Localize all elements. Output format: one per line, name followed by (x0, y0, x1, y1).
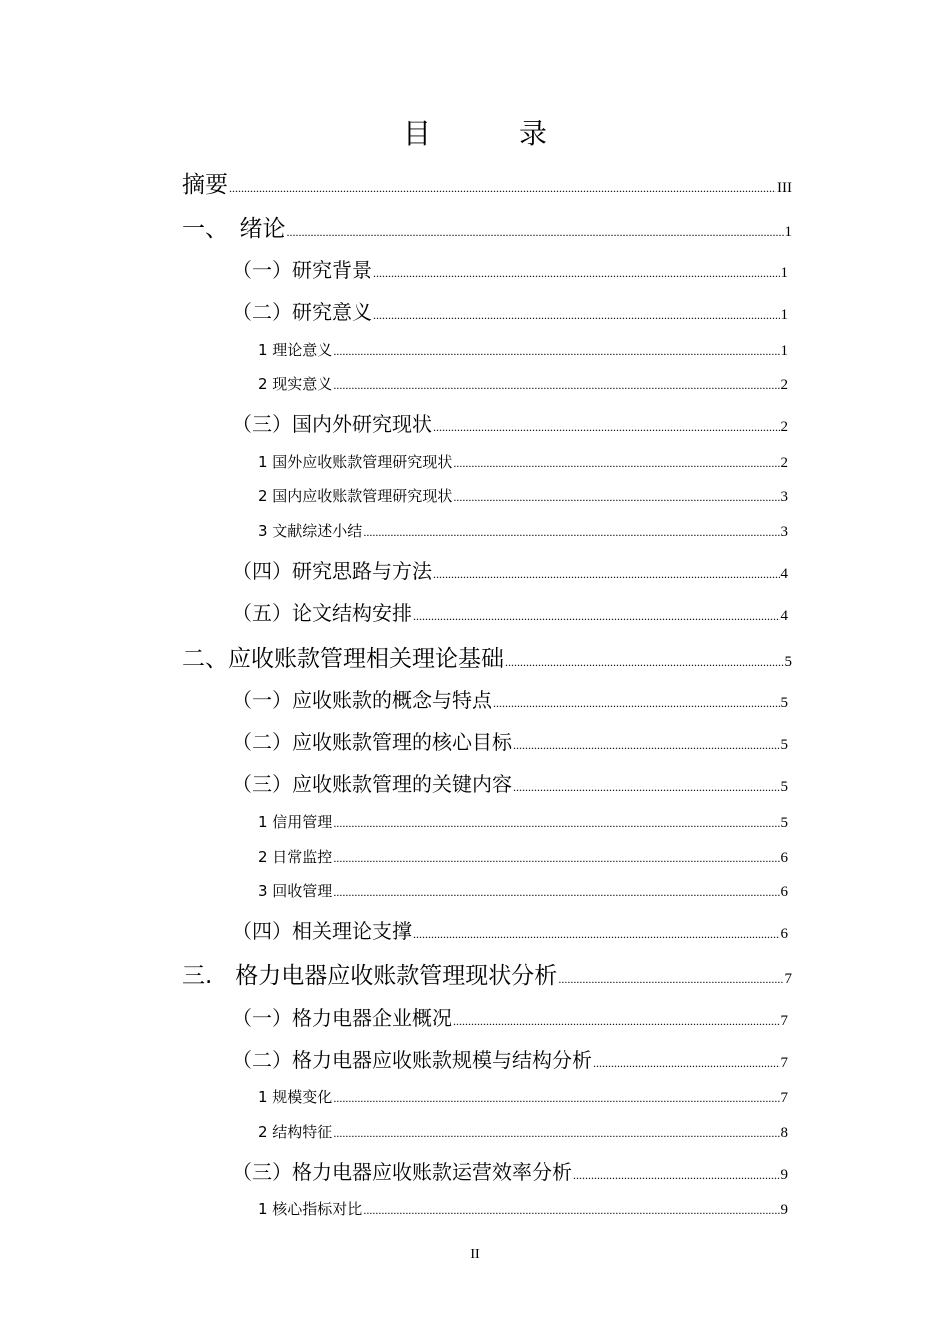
toc-entry-label: 1 规模变化 (258, 1088, 333, 1106)
toc-entry-label: 2 结构特征 (258, 1123, 333, 1141)
toc-entry[interactable] (258, 811, 788, 832)
toc-entry-label: （三）格力电器应收账款运营效率分析 (232, 1160, 572, 1184)
toc-entry-page: 2 (780, 377, 788, 393)
toc-entry-label: 1 国外应收账款管理研究现状 (258, 453, 453, 471)
toc-leader-dots (287, 225, 784, 240)
toc-leader-dots (333, 851, 779, 866)
toc-entry[interactable] (182, 210, 792, 243)
toc-entry[interactable] (258, 1086, 788, 1107)
toc-entry[interactable] (232, 1156, 788, 1185)
toc-leader-dots (333, 378, 779, 393)
toc-leader-dots (453, 456, 779, 471)
toc-entry-page: 5 (780, 815, 788, 831)
toc-entry[interactable] (258, 485, 788, 506)
toc-entry-label: 2 国内应收账款管理研究现状 (258, 487, 453, 505)
toc-entry-page: 4 (780, 608, 788, 624)
toc-entry-page: 5 (780, 779, 788, 795)
toc-entry-label: 摘要 (182, 172, 228, 198)
toc-entry-page: 2 (780, 419, 788, 435)
toc-leader-dots (373, 308, 780, 323)
toc-entry[interactable] (232, 768, 788, 797)
toc-entry[interactable] (232, 555, 788, 584)
toc-leader-dots (493, 696, 780, 711)
toc-entry-page: 8 (780, 1125, 788, 1141)
toc-entry-page: 1 (780, 307, 788, 323)
toc-leader-dots (413, 609, 780, 624)
toc-entry-label: （四）研究思路与方法 (232, 559, 432, 583)
toc-leader-dots (513, 780, 780, 795)
toc-leader-dots (363, 525, 779, 540)
toc-leader-dots (333, 1126, 779, 1141)
toc-leader-dots (433, 567, 780, 582)
toc-entry-label: （一）格力电器企业概况 (232, 1006, 452, 1030)
toc-entry-label: 3 文献综述小结 (258, 522, 363, 540)
toc-entry-page: 7 (780, 1013, 788, 1029)
toc-entry-page: 7 (780, 1090, 788, 1106)
toc-entry-label: （一）研究背景 (232, 258, 372, 282)
toc-entry[interactable] (182, 166, 792, 199)
toc-entry[interactable] (232, 408, 788, 437)
toc-entry[interactable] (258, 1198, 788, 1219)
toc-entry[interactable] (182, 957, 792, 990)
toc-entry-page: 5 (780, 695, 788, 711)
toc-leader-dots (453, 490, 779, 505)
toc-entry-label: （一）应收账款的概念与特点 (232, 688, 492, 712)
toc-leader-dots (573, 1168, 780, 1183)
toc-entry[interactable] (258, 373, 788, 394)
toc-entry-page: 4 (780, 566, 788, 582)
toc-entry-page: 3 (780, 489, 788, 505)
toc-entry-page: 3 (780, 524, 788, 540)
toc-entry-page: 9 (780, 1202, 788, 1218)
toc-entry[interactable] (258, 339, 788, 360)
toc-entry-page: 1 (780, 265, 788, 281)
toc-leader-dots (333, 885, 779, 900)
toc-entry-label: 1 核心指标对比 (258, 1200, 363, 1218)
toc-entry[interactable] (258, 1121, 788, 1142)
toc-entry[interactable] (232, 915, 788, 944)
toc-entry[interactable] (232, 726, 788, 755)
toc-entry[interactable] (258, 520, 788, 541)
toc-entry[interactable] (258, 880, 788, 901)
toc-entry[interactable] (232, 597, 788, 626)
toc-leader-dots (363, 1203, 779, 1218)
toc-entry-label: （二）应收账款管理的核心目标 (232, 730, 512, 754)
toc-entry-page: 1 (784, 224, 792, 240)
toc-entry-label: 2 日常监控 (258, 848, 333, 866)
toc-entry-page: 6 (780, 884, 788, 900)
page-number: II (470, 1247, 480, 1262)
toc-entry-label: （二）格力电器应收账款规模与结构分析 (232, 1048, 592, 1072)
toc-entry-page: 7 (784, 971, 792, 987)
toc-leader-dots (433, 420, 780, 435)
toc-leader-dots (558, 972, 783, 987)
toc-entry-label: （三）国内外研究现状 (232, 412, 432, 436)
toc-entry[interactable] (258, 451, 788, 472)
toc-entry[interactable] (232, 1002, 788, 1031)
toc-entry-label: 1 信用管理 (258, 813, 333, 831)
toc-leader-dots (513, 738, 780, 753)
toc-entry-page: 5 (780, 737, 788, 753)
toc-leader-dots (373, 266, 780, 281)
toc-title: 目 录 (402, 117, 577, 150)
toc-entry-page: 6 (780, 850, 788, 866)
toc-entry-page: III (777, 180, 792, 196)
toc-entry-label: 一、 绪论 (182, 216, 286, 242)
toc-leader-dots (333, 344, 779, 359)
toc-leader-dots (413, 927, 780, 942)
toc-entry[interactable] (232, 1044, 788, 1073)
toc-entry[interactable] (232, 684, 788, 713)
toc-entry-label: 三. 格力电器应收账款管理现状分析 (182, 963, 558, 989)
toc-leader-dots (453, 1014, 780, 1029)
toc-leader-dots (593, 1056, 780, 1071)
toc-entry-label: （三）应收账款管理的关键内容 (232, 772, 512, 796)
toc-entry-label: 1 理论意义 (258, 341, 333, 359)
toc-entry-label: （四）相关理论支撑 (232, 919, 412, 943)
toc-entry-page: 5 (784, 654, 792, 670)
toc-leader-dots (229, 181, 776, 196)
toc-entry-page: 2 (780, 455, 788, 471)
toc-entry-page: 7 (780, 1055, 788, 1071)
toc-leader-dots (333, 1091, 779, 1106)
toc-entry-page: 6 (780, 926, 788, 942)
toc-entry-label: 3 回收管理 (258, 882, 333, 900)
toc-entry[interactable] (258, 846, 788, 867)
toc-entry-label: （五）论文结构安排 (232, 601, 412, 625)
toc-entry[interactable] (232, 254, 788, 283)
toc-entry-label: （二）研究意义 (232, 300, 372, 324)
toc-entry-page: 9 (780, 1167, 788, 1183)
toc-leader-dots (333, 816, 779, 831)
toc-leader-dots (505, 655, 784, 670)
toc-entry-label: 2 现实意义 (258, 375, 333, 393)
toc-entry-page: 1 (780, 343, 788, 359)
toc-entry-label: 二、应收账款管理相关理论基础 (182, 646, 504, 672)
toc-entry[interactable] (232, 296, 788, 325)
toc-entry[interactable] (182, 640, 792, 673)
